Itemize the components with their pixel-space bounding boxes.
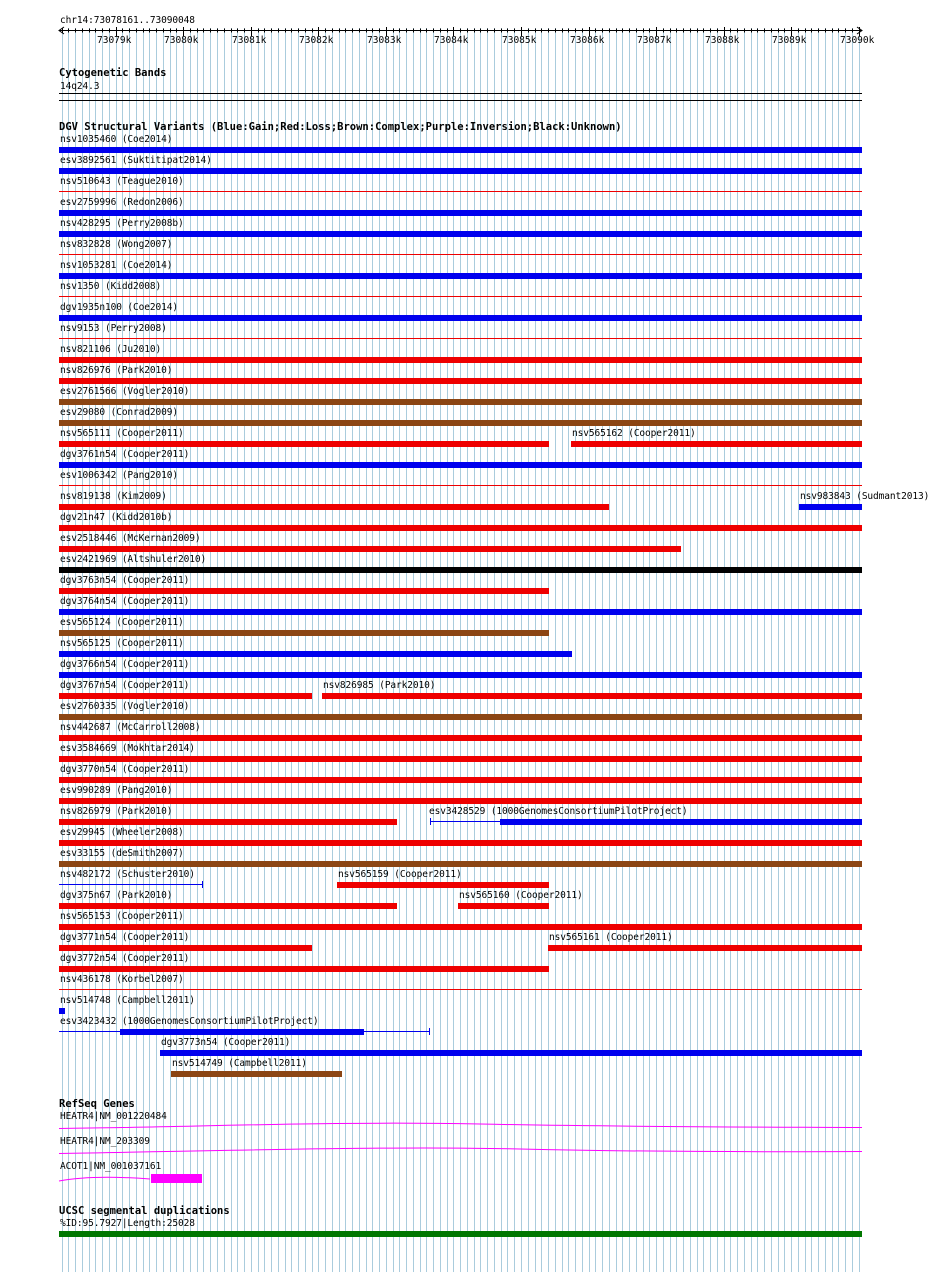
variant-label[interactable]: nsv826976 (Park2010) <box>60 365 173 376</box>
refseq-track-title: RefSeq Genes <box>59 1098 135 1110</box>
variant-bar[interactable] <box>59 231 862 237</box>
ruler-tick-label: 73081k <box>232 35 267 46</box>
variant-bar[interactable] <box>59 485 862 486</box>
variant-bar[interactable] <box>59 588 549 594</box>
variant-label[interactable]: nsv436178 (Korbel2007) <box>60 974 184 985</box>
variant-end-tick <box>429 1028 430 1035</box>
variant-label[interactable]: esv29945 (Wheeler2008) <box>60 827 184 838</box>
variant-label[interactable]: esv3584669 (Mokhtar2014) <box>60 743 195 754</box>
ruler-tick-label: 73090k <box>840 35 875 46</box>
variant-label[interactable]: esv3428529 (1000GenomesConsortiumPilotProject) <box>429 806 688 817</box>
variant-label[interactable]: dgv3761n54 (Cooper2011) <box>60 449 190 460</box>
variant-bar[interactable] <box>59 903 397 909</box>
variant-bar[interactable] <box>59 254 862 255</box>
variant-label[interactable]: nsv565111 (Cooper2011) <box>60 428 184 439</box>
variant-bar[interactable] <box>59 315 862 321</box>
variant-label[interactable]: dgv21n47 (Kidd2010b) <box>60 512 173 523</box>
variant-bar[interactable] <box>458 903 549 909</box>
variant-label[interactable]: nsv826979 (Park2010) <box>60 806 173 817</box>
cytoband-line-2 <box>59 100 862 101</box>
variant-label[interactable]: nsv983843 (Sudmant2013) <box>800 491 929 502</box>
variant-extent-line[interactable] <box>430 821 500 822</box>
variant-bar[interactable] <box>59 441 549 447</box>
variant-label[interactable]: nsv819138 (Kim2009) <box>60 491 167 502</box>
variant-bar[interactable] <box>59 989 862 990</box>
gene-intron-line <box>59 1177 150 1181</box>
variant-bar[interactable] <box>59 609 862 615</box>
variant-bar[interactable] <box>59 840 862 846</box>
gene-exon <box>151 1174 202 1183</box>
variant-bar[interactable] <box>59 630 549 636</box>
variant-label[interactable]: nsv565159 (Cooper2011) <box>338 869 462 880</box>
ruler-tick-label: 73086k <box>570 35 605 46</box>
variant-bar[interactable] <box>59 966 549 972</box>
ruler-tick-label: 73089k <box>772 35 807 46</box>
variant-label[interactable]: nsv1035460 (Coe2014) <box>60 134 173 145</box>
variant-bar[interactable] <box>59 714 862 720</box>
variant-bar[interactable] <box>59 210 862 216</box>
variant-label[interactable]: nsv1350 (Kidd2008) <box>60 281 162 292</box>
variant-bar[interactable] <box>59 798 862 804</box>
variant-bar[interactable] <box>59 735 862 741</box>
variant-label[interactable]: dgv3764n54 (Cooper2011) <box>60 596 190 607</box>
ruler-tick-label: 73083k <box>367 35 402 46</box>
variant-label[interactable]: nsv565153 (Cooper2011) <box>60 911 184 922</box>
ruler-location: chr14:73078161..73090048 <box>60 15 195 26</box>
variant-bar[interactable] <box>59 357 862 363</box>
variant-end-tick <box>202 881 203 888</box>
variant-bar[interactable] <box>59 296 862 297</box>
variant-label[interactable]: nsv514748 (Campbell2011) <box>60 995 195 1006</box>
variant-bar[interactable] <box>59 567 862 573</box>
variant-bar[interactable] <box>500 819 862 825</box>
variant-label[interactable]: esv2760335 (Vogler2010) <box>60 701 190 712</box>
variant-bar[interactable] <box>160 1050 862 1056</box>
variant-label[interactable]: nsv514749 (Campbell2011) <box>172 1058 307 1069</box>
ruler-tick-label: 73085k <box>502 35 537 46</box>
ruler-tick-label: 73087k <box>637 35 672 46</box>
variant-bar[interactable] <box>59 693 312 699</box>
segdup-bar[interactable] <box>59 1231 862 1237</box>
variant-label[interactable]: esv29080 (Conrad2009) <box>60 407 179 418</box>
variant-bar[interactable] <box>59 861 862 867</box>
variant-label[interactable]: nsv832828 (Wong2007) <box>60 239 173 250</box>
variant-label[interactable]: nsv565125 (Cooper2011) <box>60 638 184 649</box>
variant-label[interactable]: esv1006342 (Pang2010) <box>60 470 179 481</box>
variant-label[interactable]: nsv565162 (Cooper2011) <box>572 428 696 439</box>
variant-label[interactable]: nsv565161 (Cooper2011) <box>549 932 673 943</box>
variant-label[interactable]: nsv821106 (Ju2010) <box>60 344 162 355</box>
variant-label[interactable]: dgv3770n54 (Cooper2011) <box>60 764 190 775</box>
ruler-tick-label: 73082k <box>299 35 334 46</box>
variant-label[interactable]: esv565124 (Cooper2011) <box>60 617 184 628</box>
gene-label[interactable]: HEATR4|NM_001220484 <box>60 1111 167 1122</box>
cytoband-label: 14q24.3 <box>60 81 100 92</box>
ruler-tick-label: 73079k <box>97 35 132 46</box>
variant-bar[interactable] <box>59 651 572 657</box>
variant-bar[interactable] <box>322 693 862 699</box>
variant-bar[interactable] <box>59 756 862 762</box>
variant-label[interactable]: dgv3767n54 (Cooper2011) <box>60 680 190 691</box>
variant-bar[interactable] <box>548 945 862 951</box>
variant-bar[interactable] <box>59 420 862 426</box>
variant-bar[interactable] <box>59 945 312 951</box>
variant-label[interactable]: esv990289 (Pang2010) <box>60 785 173 796</box>
variant-label[interactable]: dgv3772n54 (Cooper2011) <box>60 953 190 964</box>
variant-bar[interactable] <box>337 882 549 888</box>
variant-label[interactable]: nsv9153 (Perry2008) <box>60 323 167 334</box>
cytoband-line <box>59 93 862 94</box>
variant-bar[interactable] <box>59 168 862 174</box>
ruler-tick-label: 73080k <box>164 35 199 46</box>
variant-label[interactable]: esv2761566 (Vogler2010) <box>60 386 190 397</box>
gene-label[interactable]: ACOT1|NM_001037161 <box>60 1161 162 1172</box>
gene-intron-line <box>59 1148 862 1154</box>
variant-label[interactable]: nsv442687 (McCarroll2008) <box>60 722 201 733</box>
variant-bar[interactable] <box>59 672 862 678</box>
variant-label[interactable]: nsv565160 (Cooper2011) <box>459 890 583 901</box>
variant-bar[interactable] <box>171 1071 342 1077</box>
variant-label[interactable]: esv3892561 (Suktitipat2014) <box>60 155 212 166</box>
ruler-tick-label: 73088k <box>705 35 740 46</box>
gene-label[interactable]: HEATR4|NM_203309 <box>60 1136 150 1147</box>
variant-bar[interactable] <box>59 546 681 552</box>
variant-bar[interactable] <box>59 777 862 783</box>
variant-bar[interactable] <box>59 147 862 153</box>
variant-bar[interactable] <box>59 378 862 384</box>
variant-label[interactable]: dgv3763n54 (Cooper2011) <box>60 575 190 586</box>
variant-bar[interactable] <box>59 399 862 405</box>
variant-bar[interactable] <box>120 1029 364 1035</box>
segdup-label[interactable]: %ID:95.7927|Length:25028 <box>60 1218 195 1229</box>
variant-label[interactable]: nsv428295 (Perry2008b) <box>60 218 184 229</box>
variant-bar[interactable] <box>59 924 862 930</box>
variant-bar[interactable] <box>59 1008 65 1014</box>
variant-bar[interactable] <box>59 462 862 468</box>
variant-label[interactable]: dgv3766n54 (Cooper2011) <box>60 659 190 670</box>
variant-end-tick <box>430 818 431 825</box>
cytoband-track-title: Cytogenetic Bands <box>59 67 167 79</box>
variant-bar[interactable] <box>59 338 862 339</box>
variant-bar[interactable] <box>59 504 609 510</box>
ruler-tick-label: 73084k <box>434 35 469 46</box>
gene-models[interactable] <box>0 1115 890 1195</box>
gene-intron-line <box>59 1123 862 1128</box>
variant-label[interactable]: esv2759996 (Redon2006) <box>60 197 184 208</box>
variant-bar[interactable] <box>59 884 203 885</box>
variant-bar[interactable] <box>59 525 862 531</box>
variant-label[interactable]: dgv3771n54 (Cooper2011) <box>60 932 190 943</box>
dgv-track-title: DGV Structural Variants (Blue:Gain;Red:Loss;Brown:Complex;Purple:Inversion;Black:Unknown) <box>59 121 622 133</box>
variant-label[interactable]: esv2518446 (McKernan2009) <box>60 533 201 544</box>
variant-label[interactable]: nsv1053281 (Coe2014) <box>60 260 173 271</box>
variant-bar[interactable] <box>59 819 397 825</box>
variant-label[interactable]: esv33155 (deSmith2007) <box>60 848 184 859</box>
segdup-track-title: UCSC segmental duplications <box>59 1205 230 1217</box>
variant-label[interactable]: dgv375n67 (Park2010) <box>60 890 173 901</box>
variant-bar[interactable] <box>59 191 862 192</box>
variant-label[interactable]: nsv482172 (Schuster2010) <box>60 869 195 880</box>
variant-label[interactable]: esv3423432 (1000GenomesConsortiumPilotProject) <box>60 1016 319 1027</box>
variant-bar[interactable] <box>799 504 862 510</box>
variant-bar[interactable] <box>59 273 862 279</box>
variant-bar[interactable] <box>571 441 862 447</box>
variant-label[interactable]: esv2421969 (Altshuler2010) <box>60 554 207 565</box>
variant-label[interactable]: nsv826985 (Park2010) <box>323 680 436 691</box>
variant-label[interactable]: nsv510643 (Teague2010) <box>60 176 184 187</box>
variant-label[interactable]: dgv3773n54 (Cooper2011) <box>161 1037 291 1048</box>
variant-label[interactable]: dgv1935n100 (Coe2014) <box>60 302 179 313</box>
